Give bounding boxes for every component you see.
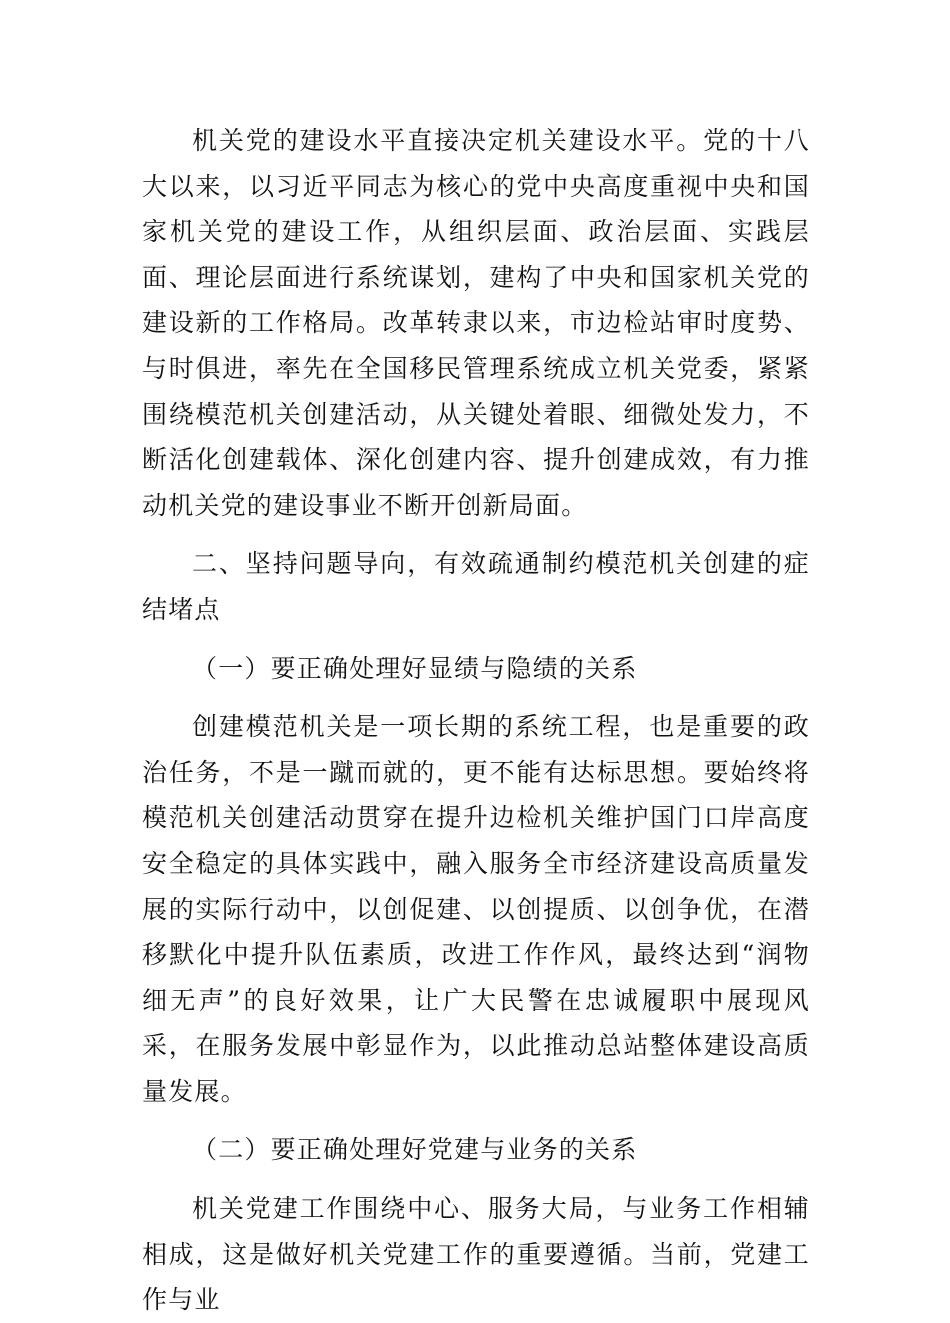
section-heading-two: 二、坚持问题导向，有效疏通制约模范机关创建的症结堵点 <box>142 549 810 624</box>
paragraph-intro: 机关党的建设水平直接决定机关建设水平。党的十八大以来，以习近平同志为核心的党中央高度重视中央和国家机关党的建设工作，从组织层面、政治层面、实践层面、理论层面进行系统谋划，建构了中央和国家机关党的建设新的工作格局。改革转隶以来，市边检站审时度势、与时俱进，率先在全国移民管理系统成立机关党委，紧紧围绕模范机关创建活动，从关键处着眼、细微处发力，不断活化创建载体、深化创建内容、提升创建成效，有力推动机关党的建设事业不断开创新局面。 <box>142 126 810 520</box>
document-body <box>142 118 810 1323</box>
subheading-one: （一）要正确处理好显绩与隐绩的关系 <box>192 653 638 683</box>
paragraph-subheading-two-body: 机关党建工作围绕中心、服务大局，与业务工作相辅相成，这是做好机关党建工作的重要遵循。当前，党建工作与业 <box>142 1194 810 1315</box>
subheading-two: （二）要正确处理好党建与业务的关系 <box>192 1135 638 1165</box>
paragraph-subheading-one-body: 创建模范机关是一项长期的系统工程，也是重要的政治任务，不是一蹴而就的，更不能有达标思想。要始终将模范机关创建活动贯穿在提升边检机关维护国门口岸高度安全稳定的具体实践中，融入服务全市经济建设高质量发展的实际行动中，以创促建、以创提质、以创争优，在潜移默化中提升队伍素质，改进工作作风，最终达到“润物细无声”的良好效果，让广大民警在忠诚履职中展现风采，在服务发展中彰显作为，以此推动总站整体建设高质量发展。 <box>142 712 810 1106</box>
